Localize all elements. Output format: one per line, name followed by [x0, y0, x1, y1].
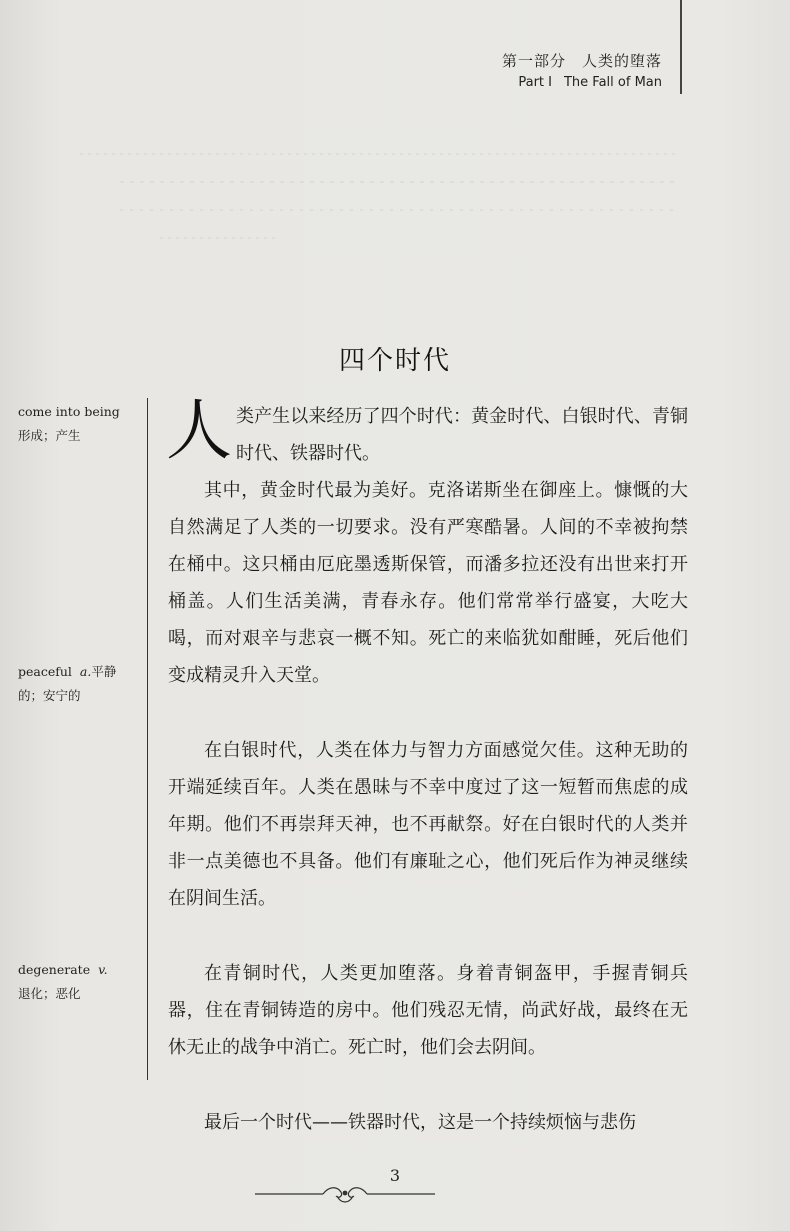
header-part-zh: 第一部分 人类的堕落 [501, 52, 662, 70]
note-definition-zh: 形成；产生 [18, 428, 81, 443]
note-pos: a. [79, 664, 92, 679]
page-ornament-icon [255, 1182, 435, 1206]
margin-note-peaceful [18, 660, 138, 708]
margin-note-degenerate [18, 958, 138, 1006]
body-text [166, 392, 688, 1141]
note-term-en: peaceful [18, 664, 72, 679]
note-definition-zh: 的；安宁的 [18, 688, 81, 703]
note-definition-head: 平静 [91, 664, 117, 679]
paragraph-text: 类产生以来经历了四个时代：黄金时代、白银时代、青铜时代、铁器时代。 [236, 406, 688, 464]
paragraph-bronze-age: 在青铜时代，人类更加堕落。身着青铜盔甲，手握青铜兵器，住在青铜铸造的房中。他们残忍无情，尚武好战，最终在无休无止的战争中消亡。死亡时，他们会去阴间。 [168, 963, 688, 1058]
paragraph-iron-age: 最后一个时代——铁器时代，这是一个持续烦恼与悲伤 [204, 1112, 636, 1133]
header-corner-rule [680, 0, 682, 94]
drop-cap: 人 [166, 392, 232, 469]
page-number: 3 [389, 1166, 401, 1185]
header-part-en [502, 72, 662, 94]
note-pos: v. [98, 962, 108, 977]
note-term-line [18, 958, 138, 982]
header-part-label: Part Ⅰ [518, 75, 552, 90]
chapter-title: 四个时代 [338, 346, 451, 376]
paragraph-golden-age: 其中，黄金时代最为美好。克洛诺斯坐在御座上。慷慨的大自然满足了人类的一切要求。没有严寒酷暑。人间的不幸被拘禁在桶中。这只桶由厄庇墨透斯保管，而潘多拉还没有出世来打开桶盖。人们生活美满，青春永存。他们常常举行盛宴，大吃大喝，而对艰辛与悲哀一概不知。死亡的来临犹如酣睡，死后他们变成精灵升入天堂。 [168, 480, 688, 686]
note-definition-zh: 退化；恶化 [18, 986, 81, 1001]
bleed-through-strokes [80, 138, 680, 258]
margin-note-come-into-being [18, 400, 138, 448]
note-term-line [18, 660, 138, 684]
note-term-en: come into being [18, 404, 120, 419]
bleed-through-texture [80, 138, 680, 268]
header-part-title-en: The Fall of Man [563, 75, 662, 90]
note-term-en: degenerate [18, 962, 91, 977]
margin-rule [147, 398, 148, 1080]
paragraph-golden-intro [166, 392, 688, 472]
running-header [502, 50, 662, 94]
paragraph-silver-age: 在白银时代，人类在体力与智力方面感觉欠佳。这种无助的开端延续百年。人类在愚昧与不幸中度过了这一短暂而焦虑的成年期。他们不再崇拜天神，也不再献祭。好在白银时代的人类并非一点美德也不具备。他们有廉耻之心，他们死后作为神灵继续在阴间生活。 [168, 740, 688, 909]
